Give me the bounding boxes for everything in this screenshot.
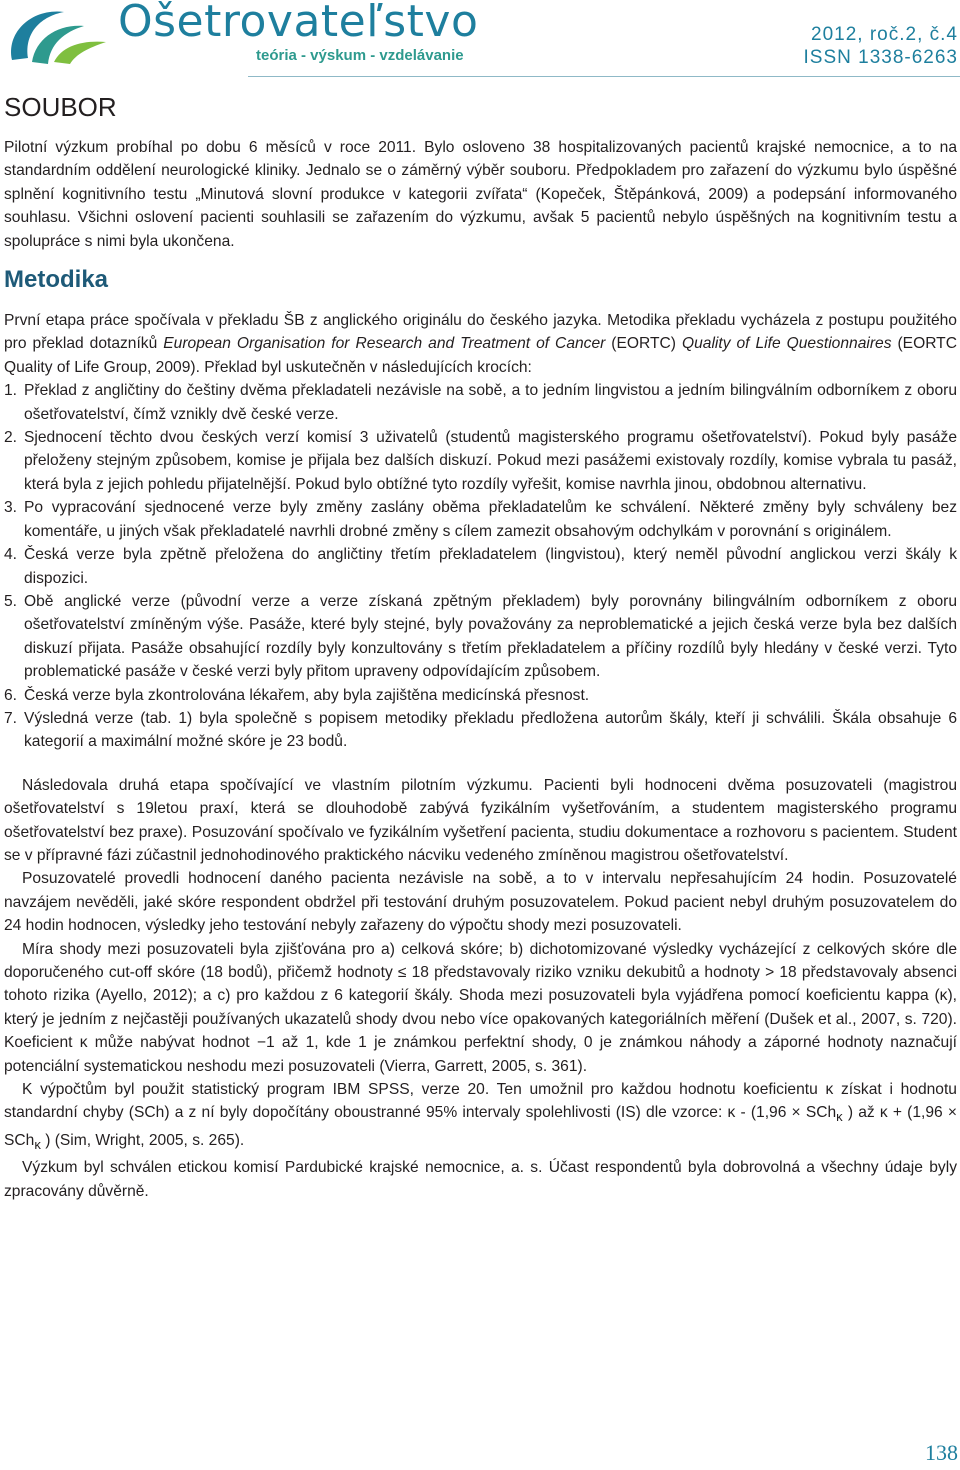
section-heading-soubor: SOUBOR bbox=[4, 92, 117, 122]
step-number: 5. bbox=[4, 592, 18, 610]
intro-text-3: (EORTC Quality of Life Group, 2009). Překlad byl uskutečněn v následujících krocích: bbox=[4, 335, 957, 376]
journal-logo-icon bbox=[2, 2, 114, 68]
step-number: 4. bbox=[4, 546, 18, 564]
header-divider bbox=[248, 76, 960, 77]
stats-text-1: K výpočtům byl použit statistický program IBM SPSS, verze 20. Ten umožnil pro každou hodnotu koeficientu κ získat i hodnotu standardní chyby (SCh) a z ní byly dopočítány oboustranné 95% intervaly spolehlivosti (IS) dle vzorce: κ - (1,96 × SCh bbox=[4, 1081, 957, 1122]
journal-title: Ošetrovateľstvo bbox=[118, 0, 479, 47]
paragraph-second-stage: Následovala druhá etapa spočívající ve vlastním pilotním výzkumu. Pacienti byli hodnoceni dvěma posuzovateli (magistrou ošetřovatelství s 19letou praxí, která se dlouhodobě zabývá fyzikálním vyšetřováním, a studentem magisterského programu ošetřovatelství bez praxe). Posuzování spočívalo ve fyzikálním vyšetření pacienta, studiu dokumentace a rozhovoru s pacientem. Student se v přípravné fázi zúčastnil jednohodinového praktického nácviku vedeného zmíněnou magistrou ošetřovatelství. bbox=[4, 776, 957, 864]
intro-italic-2: Quality of Life Questionnaires bbox=[681, 335, 892, 353]
section-heading-metodika: Metodika bbox=[4, 266, 109, 294]
step-text: Česká verze byla zpětně přeložena do angličtiny třetím překladatelem (lingvistou), který neměl původní anglickou verzi škály k dispozici. bbox=[24, 546, 957, 587]
paragraph-ethics: Výzkum byl schválen etickou komisí Pardubické krajské nemocnice, a. s. Účast respondentů byla dobrovolná a všechny údaje byly zpracovány důvěrně. bbox=[4, 1159, 957, 1200]
stats-text-3: ) (Sim, Wright, 2005, s. 265). bbox=[45, 1131, 245, 1149]
translation-steps-list bbox=[4, 379, 957, 754]
list-item bbox=[4, 707, 957, 754]
article-body bbox=[4, 82, 957, 1203]
step-text: Obě anglické verze (původní verze a verze získaná zpětným překladem) byly porovnány bilingválním odborníkem z oboru ošetřovatelství zmíněným výše. Pasáže, které byly stejné, byly považovány za neproblematické a jejich česká verze byla bez dalších diskuzí přijata. Pasáže obsahující rozdíly byly konzultovány s třetím překladatelem a příčiny rozdílů byly hledány v české verzi. Tyto problematické pasáže v české verzi byly přitom upraveny odpovídajícím způsobem. bbox=[24, 592, 957, 681]
issue-label: 2012, roč.2, č.4 bbox=[811, 24, 958, 45]
step-number: 2. bbox=[4, 429, 18, 447]
stats-text-2: ) až κ + (1,96 × SCh bbox=[4, 1104, 957, 1149]
paragraph-statistics bbox=[4, 1078, 957, 1156]
journal-subtitle: teória - výskum - vzdelávanie bbox=[256, 47, 464, 64]
kappa-subscript-2: κ bbox=[34, 1137, 41, 1153]
metodika-intro bbox=[4, 309, 957, 379]
intro-italic-1: European Organisation for Research and Treatment of Cancer bbox=[163, 335, 606, 353]
issn-label: ISSN 1338-6263 bbox=[803, 47, 958, 68]
step-text: Česká verze byla zkontrolována lékařem, aby byla zajištěna medicínská přesnost. bbox=[24, 686, 590, 704]
journal-header bbox=[0, 0, 960, 80]
step-text: Výsledná verze (tab. 1) byla společně s popisem metodiky překladu předložena autorům škály, kteří ji schválili. Škála obsahuje 6 kategorií a maximální možné skóre je 23 bodů. bbox=[24, 709, 957, 751]
list-item bbox=[4, 496, 957, 543]
step-text: Překlad z angličtiny do češtiny dvěma překladateli nezávisle na sobě, a to jedním lingvistou a jedním bilingválním odborníkem z oboru ošetřovatelství, čímž vznikly dvě české verze. bbox=[24, 382, 957, 423]
list-item bbox=[4, 543, 957, 590]
page-number: 138 bbox=[925, 1440, 958, 1465]
list-item bbox=[4, 684, 957, 707]
step-text: Po vypracování sjednocené verze byly změny zaslány oběma překladatelům ke schválení. Některé změny byly schváleny bez komentáře, u jiných však překladatelé navrhli drobné změny s cílem zamezit obsahovým odchylkám v porovnání s originálem. bbox=[24, 499, 957, 540]
intro-text-1: První etapa práce spočívala v překladu ŠB z anglického originálu do českého jazyka. Metodika překladu vycházela z postupu použitého pro překlad dotazníků bbox=[4, 312, 957, 353]
paragraph-assessors: Posuzovatelé provedli hodnocení daného pacienta nezávisle na sobě, a to v intervalu nepřesahujícím 24 hodin. Posuzovatelé navzájem nevěděli, jaké skóre respondent obdržel při testování druhým posuzovatelem. Pokud pacient nebyl druhým posuzovatelem do 24 hodin hodnocen, výsledky jeho testování nebyly zařazeny do výpočtu shody mezi posuzovateli. bbox=[4, 870, 957, 935]
step-number: 1. bbox=[4, 382, 18, 400]
step-number: 7. bbox=[4, 709, 18, 727]
step-number: 6. bbox=[4, 686, 18, 704]
step-number: 3. bbox=[4, 499, 18, 517]
list-item bbox=[4, 426, 957, 496]
kappa-subscript-1: κ bbox=[836, 1109, 843, 1125]
list-item bbox=[4, 590, 957, 684]
list-item bbox=[4, 379, 957, 426]
intro-text-2: (EORTC) bbox=[605, 335, 682, 353]
step-text: Sjednocení těchto dvou českých verzí komisí 3 uživatelů (studentů magisterského programu ošetřovatelství). Pokud byly pasáže přeloženy stejným způsobem, komise je přijala bez dalších diskuzí. Pokud mezi pasážemi existovaly rozdíly, komise vybrala tu pasáž, která byla z jejich pohledu přijatelnější. Pokud bylo obtížné tyto rozdíly vyřešit, komise navrhla jinou, obdobnou alternativu. bbox=[24, 429, 957, 493]
soubor-paragraph: Pilotní výzkum probíhal po dobu 6 měsíců v roce 2011. Bylo osloveno 38 hospitalizovaných pacientů krajské nemocnice, a to na standardním oddělení neurologické kliniky. Jednalo se o záměrný výběr souboru. Předpokladem pro zařazení do výzkumu bylo úspěšné splnění kognitivního testu „Minutová slovní produkce v kategorii zvířata“ (Kopeček, Štěpánková, 2009) a podepsání informovaného souhlasu. Všichni oslovení pacienti souhlasili se zařazením do výzkumu, avšak 5 pacientů nebylo úspěšných na kognitivním testu a spolupráce s nimi byla ukončena. bbox=[4, 139, 957, 250]
paragraph-agreement: Míra shody mezi posuzovateli byla zjišťována pro a) celková skóre; b) dichotomizované výsledky vycházející z celkových skóre dle doporučeného cut-off skóre (18 bodů), přičemž hodnoty ≤ 18 představovaly riziko vzniku dekubitů a hodnoty > 18 představovaly absenci tohoto rizika (Ayello, 2012); a c) pro každou z 6 kategorií škály. Shoda mezi posuzovateli byla vyjádřena pomocí koeficientu kappa (κ), který je jedním z nejčastěji používaných ukazatelů shody dvou nebo více opakovaných kategoriálních měření (Dušek et al., 2007, s. 720). Koeficient κ může nabývat hodnot −1 až 1, kde 1 je známkou perfektní shody, 0 je známkou náhody a záporné hodnoty naznačují potenciální systematickou neshodu mezi posuzovateli (Vierra, Garrett, 2005, s. 361). bbox=[4, 940, 957, 1075]
